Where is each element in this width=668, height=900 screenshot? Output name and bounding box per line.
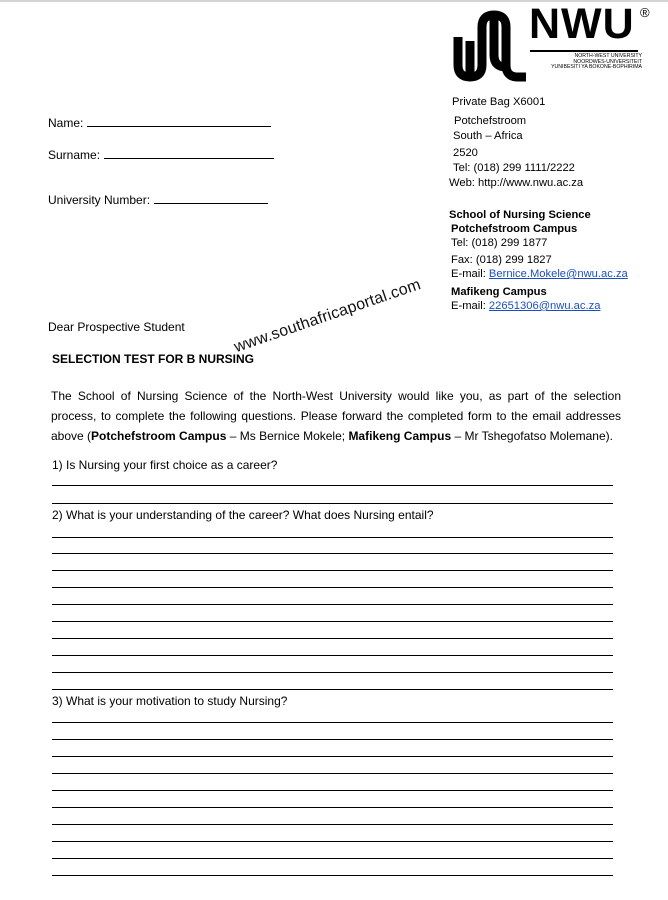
answer-line[interactable] [52, 503, 613, 504]
address-web: Web: http://www.nwu.ac.za [449, 177, 584, 189]
answer-line[interactable] [52, 485, 613, 486]
university-number-label: University Number: [48, 193, 151, 207]
answer-line[interactable] [52, 875, 613, 876]
answer-line[interactable] [52, 841, 613, 842]
name-field [48, 115, 271, 130]
surname-input-line[interactable] [104, 147, 274, 159]
potch-email-line: E-mail: Bernice.Mokele@nwu.ac.za [451, 268, 628, 280]
answer-line[interactable] [52, 807, 613, 808]
mafikeng-email-line: E-mail: 22651306@nwu.ac.za [451, 300, 601, 312]
answer-line[interactable] [52, 537, 613, 538]
potch-fax: Fax: (018) 299 1827 [451, 254, 552, 266]
address-country: South – Africa [453, 130, 523, 142]
surname-field [48, 147, 274, 162]
name-input-line[interactable] [87, 115, 271, 127]
surname-label: Surname: [48, 148, 101, 162]
intro-paragraph: The School of Nursing Science of the North-West University would like you, as part of the selection process, to complete the following questions. Please forward the completed form to the email addresses above (Potchefstroom Campus – Ms Bernice Mokele; Mafikeng Campus – Mr Tshegofatso Molemane). [51, 389, 621, 443]
potch-campus-heading: Potchefstroom Campus [451, 223, 578, 235]
university-number-input-line[interactable] [154, 192, 268, 204]
answer-line[interactable] [52, 858, 613, 859]
answer-line[interactable] [52, 570, 613, 571]
watermark: www.southafricaportal.com [232, 276, 424, 357]
school-name: School of Nursing Science [449, 209, 591, 221]
answer-line[interactable] [52, 587, 613, 588]
question-3: 3) What is your motivation to study Nursing? [52, 694, 288, 708]
answer-line[interactable] [52, 739, 613, 740]
logo-rule [530, 50, 638, 52]
name-label: Name: [48, 116, 84, 130]
registered-mark: ® [640, 5, 650, 20]
potch-email-link[interactable]: Bernice.Mokele@nwu.ac.za [488, 268, 628, 280]
potch-tel: Tel: (018) 299 1877 [451, 237, 548, 249]
address-bag: Private Bag X6001 [452, 96, 546, 108]
answer-line[interactable] [52, 773, 613, 774]
answer-line[interactable] [52, 638, 613, 639]
answer-line[interactable] [52, 722, 613, 723]
answer-line[interactable] [52, 621, 613, 622]
answer-line[interactable] [52, 655, 613, 656]
address-code: 2520 [453, 147, 478, 159]
answer-line[interactable] [52, 672, 613, 673]
answer-line[interactable] [52, 553, 613, 554]
mafikeng-email-link[interactable]: 22651306@nwu.ac.za [488, 300, 601, 312]
answer-line[interactable] [52, 689, 613, 690]
answer-line[interactable] [52, 824, 613, 825]
question-1: 1) Is Nursing your first choice as a career? [52, 458, 278, 472]
answer-line[interactable] [52, 756, 613, 757]
question-2: 2) What is your understanding of the career? What does Nursing entail? [52, 508, 434, 522]
page-title: SELECTION TEST FOR B NURSING [52, 352, 255, 366]
answer-line[interactable] [52, 604, 613, 605]
answer-line[interactable] [52, 790, 613, 791]
university-number-field [48, 192, 268, 207]
mafikeng-campus-heading: Mafikeng Campus [451, 286, 547, 298]
nwu-wordmark: NWU [529, 0, 635, 48]
address-tel: Tel: (018) 299 1111/2222 [453, 162, 575, 174]
greeting: Dear Prospective Student [48, 320, 185, 334]
logo-subtitle: NORTH-WEST UNIVERSITY NOORDWES-UNIVERSITEIT YUNIBESITI YA BOKONE-BOPHIRIMA [551, 53, 642, 71]
address-city: Potchefstroom [454, 115, 527, 127]
